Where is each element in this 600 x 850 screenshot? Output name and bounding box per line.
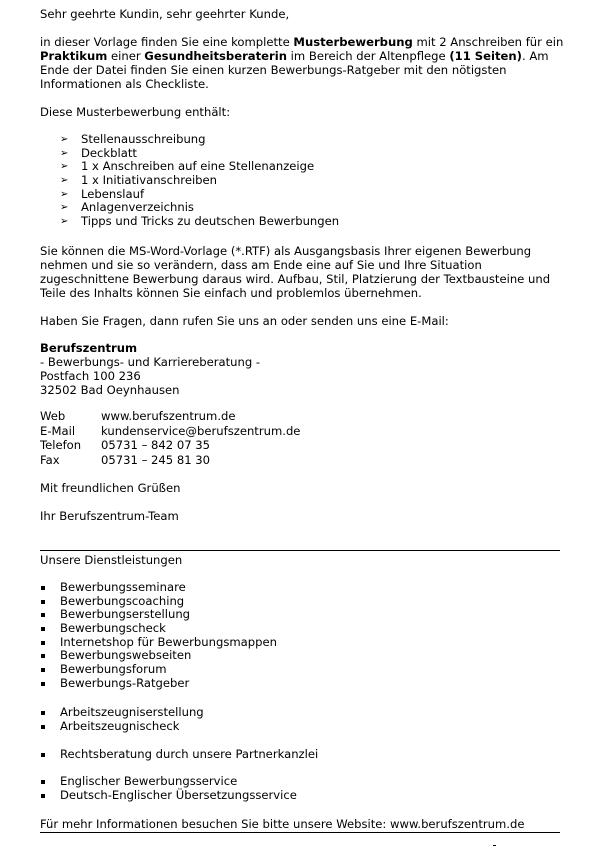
- intro-bold-praktikum: Praktikum: [40, 49, 108, 63]
- contact-table: [40, 409, 560, 468]
- list-item-label: Anlagenverzeichnis: [81, 200, 194, 215]
- intro-text: mit 2 Anschreiben für ein: [412, 35, 564, 49]
- list-item-label: Stellenausschreibung: [81, 132, 206, 146]
- square-bullet-icon: [41, 780, 45, 784]
- company-tagline: - Bewerbungs- und Karriereberatung -: [40, 355, 261, 369]
- signature-line: Ihr Berufszentrum-Team: [40, 509, 179, 523]
- company-city: 32502 Bad Oeynhausen: [40, 383, 180, 397]
- contact-value: www.berufszentrum.de: [101, 409, 236, 423]
- contains-heading-text: Diese Musterbewerbung enthält:: [40, 105, 231, 119]
- intro-text: einer: [107, 49, 145, 63]
- list-item-label: Bewerbungscoaching: [60, 593, 185, 608]
- square-bullet-icon: [41, 725, 45, 729]
- contains-heading: [40, 105, 560, 119]
- square-bullet-icon: [41, 753, 45, 757]
- closing: [40, 481, 560, 495]
- usage-paragraph: [40, 244, 560, 300]
- intro-line-4: Informationen als Checkliste.: [40, 77, 209, 91]
- list-item-label: Arbeitszeugniserstellung: [60, 705, 204, 719]
- list-item-label: Tipps und Tricks zu deutschen Bewerbungen: [81, 214, 340, 229]
- contact-value: kundenservice@berufszentrum.de: [101, 423, 301, 438]
- greeting-line: Sehr geehrte Kundin, sehr geehrter Kunde,: [40, 7, 290, 21]
- intro-line-1: [40, 35, 564, 49]
- square-bullet-icon: [41, 586, 45, 590]
- list-item-label: Bewerbungscheck: [60, 621, 166, 636]
- square-bullet-icon: [41, 600, 45, 604]
- usage-line: nehmen und sie so verändern, dass am Ende eine auf Sie und Ihre Situation: [40, 258, 482, 272]
- signature: [40, 509, 560, 523]
- square-bullet-icon: [41, 641, 45, 645]
- square-bullet-icon: [41, 627, 45, 631]
- intro-text: . Am: [521, 49, 549, 63]
- contact-row-web: [40, 409, 560, 424]
- contact-label: E-Mail: [40, 423, 76, 438]
- list-item-label: 1 x Anschreiben auf eine Stellenanzeige: [81, 159, 315, 174]
- greeting: [40, 7, 560, 21]
- square-bullet-icon: [41, 654, 45, 658]
- closing-line: Mit freundlichen Grüßen: [40, 481, 181, 495]
- questions-paragraph: [40, 314, 560, 328]
- contact-row-email: [40, 424, 560, 439]
- company-name: [40, 341, 560, 355]
- divider-top: [40, 550, 560, 551]
- usage-line: zugeschnittene Bewerbung daraus wird. Aufbau, Stil, Platzierung der Textbausteine und: [40, 272, 551, 286]
- services-heading: [40, 553, 560, 567]
- contact-value: 05731 – 842 07 35: [101, 438, 211, 453]
- intro-bold-pages: (11 Seiten): [449, 49, 522, 63]
- contact-row-fax: [40, 453, 560, 468]
- list-item-label: Deutsch-Englischer Übersetzungsservice: [60, 787, 297, 802]
- intro-text: in dieser Vorlage finden Sie eine komplette: [40, 35, 294, 49]
- contact-label: Fax: [40, 453, 60, 468]
- company-address: [40, 341, 560, 397]
- intro-line-3: Ende der Datei finden Sie einen kurzen Bewerbungs-Ratgeber mit den nötigsten: [40, 63, 507, 77]
- arrow-bullet-icon: ➢: [60, 175, 69, 187]
- list-item-label: Internetshop für Bewerbungsmappen: [60, 634, 277, 649]
- page-edge-mark: [493, 845, 496, 846]
- company-postbox: Postfach 100 236: [40, 369, 141, 383]
- square-bullet-icon: [41, 794, 45, 798]
- footer-line: Für mehr Informationen besuchen Sie bitte unsere Website: www.berufszentrum.de: [40, 817, 525, 831]
- list-item-label: Englischer Bewerbungsservice: [60, 774, 238, 788]
- arrow-bullet-icon: ➢: [60, 147, 69, 159]
- square-bullet-icon: [41, 613, 45, 617]
- list-item-label: Bewerbungs-Ratgeber: [60, 675, 190, 690]
- questions-line: Haben Sie Fragen, dann rufen Sie uns an oder senden uns eine E-Mail:: [40, 314, 449, 328]
- intro-bold-gesundheitsberaterin: Gesundheitsberaterin: [144, 49, 287, 63]
- list-item-label: Bewerbungswebseiten: [60, 648, 192, 663]
- contact-label: Telefon: [40, 438, 82, 453]
- footer-note: [40, 817, 560, 831]
- contact-value: 05731 – 245 81 30: [101, 453, 211, 468]
- list-item-label: Lebenslauf: [81, 186, 145, 201]
- services-heading-text: Unsere Dienstleistungen: [40, 553, 183, 567]
- divider-bottom: [40, 832, 560, 833]
- list-item-label: Bewerbungsforum: [60, 662, 167, 677]
- arrow-bullet-icon: ➢: [60, 134, 69, 145]
- square-bullet-icon: [41, 682, 45, 686]
- list-item-label: Deckblatt: [81, 145, 137, 160]
- list-item-label: Rechtsberatung durch unsere Partnerkanzlei: [60, 747, 319, 761]
- intro-line-2: [40, 49, 560, 63]
- usage-line: Sie können die MS-Word-Vorlage (*.RTF) als Ausgangsbasis Ihrer eigenen Bewerbung: [40, 244, 532, 258]
- usage-line: Teile des Inhalts können Sie einfach und problemlos übernehmen.: [40, 286, 422, 300]
- intro-paragraph: [40, 35, 564, 91]
- contact-row-phone: [40, 438, 560, 453]
- arrow-bullet-icon: ➢: [60, 202, 69, 214]
- arrow-bullet-icon: ➢: [60, 161, 69, 173]
- contact-label: Web: [40, 409, 66, 423]
- arrow-bullet-icon: ➢: [60, 216, 69, 228]
- list-item-label: Arbeitszeugnischeck: [60, 718, 180, 733]
- list-item-label: Bewerbungserstellung: [60, 607, 191, 622]
- company-name-text: Berufszentrum: [40, 341, 138, 355]
- arrow-bullet-icon: ➢: [60, 188, 69, 200]
- square-bullet-icon: [41, 668, 45, 672]
- square-bullet-icon: [41, 711, 45, 715]
- list-item-label: 1 x Initiativanschreiben: [81, 173, 218, 188]
- list-item-label: Bewerbungsseminare: [60, 580, 186, 594]
- intro-text: im Bereich der Altenpflege: [286, 49, 450, 63]
- intro-bold-musterbewerbung: Musterbewerbung: [293, 35, 413, 49]
